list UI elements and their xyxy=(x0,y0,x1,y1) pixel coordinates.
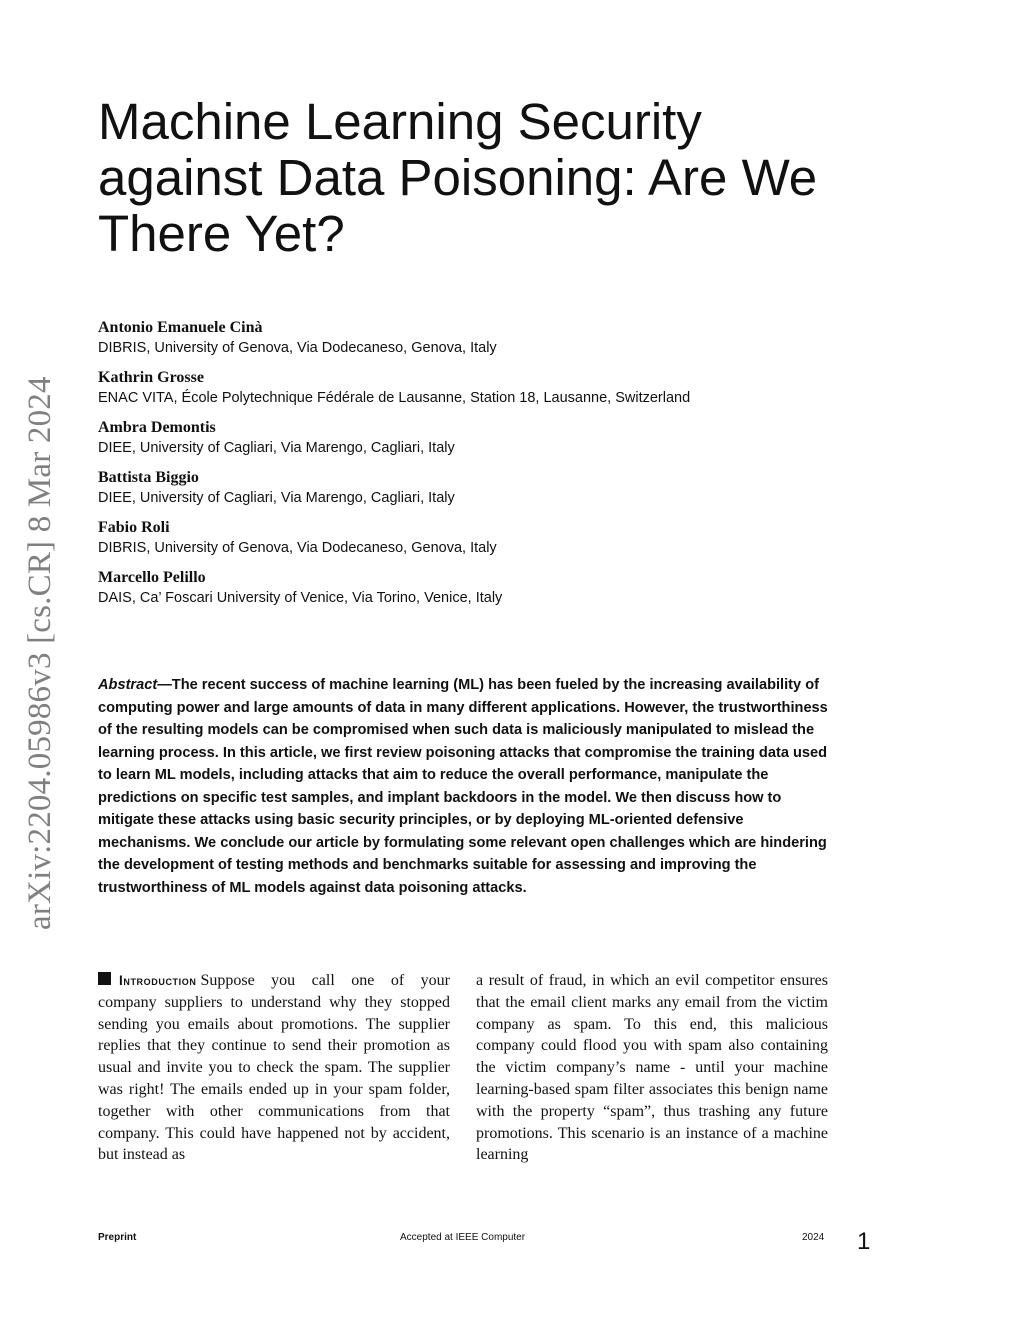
body-column-right xyxy=(476,970,828,1166)
page-number: 1 xyxy=(857,1228,871,1255)
author-affiliation: DIEE, University of Cagliari, Via Marengo, Cagliari, Italy xyxy=(98,490,455,506)
author-name: Antonio Emanuele Cinà xyxy=(98,319,263,336)
author-entry xyxy=(98,518,898,568)
footer-preprint-label: Preprint xyxy=(98,1232,137,1243)
author-name: Marcello Pelillo xyxy=(98,569,206,586)
section-marker-square xyxy=(98,972,111,985)
author-name: Battista Biggio xyxy=(98,469,199,486)
footer-year: 2024 xyxy=(802,1232,825,1243)
author-affiliation: ENAC VITA, École Polytechnique Fédérale de Lausanne, Station 18, Lausanne, Switzerland xyxy=(98,390,691,406)
author-entry xyxy=(98,568,898,618)
author-name: Ambra Demontis xyxy=(98,419,216,436)
author-entry xyxy=(98,468,898,518)
author-affiliation: DIBRIS, University of Genova, Via Dodecaneso, Genova, Italy xyxy=(98,340,497,356)
paper-title: Machine Learning Security against Data Poisoning: Are We There Yet? xyxy=(98,93,818,262)
author-name: Kathrin Grosse xyxy=(98,369,204,386)
section-heading: Introduction xyxy=(119,973,197,988)
footer-venue: Accepted at IEEE Computer xyxy=(400,1232,526,1243)
author-list xyxy=(98,318,898,618)
body-column-left xyxy=(98,970,450,1166)
body-text-left: Suppose you call one of your company suppliers to understand why they stopped sending you emails about promotions. The supplier replies that they continue to send their promotion as usual and invite you to check the spam. The supplier was right! The emails ended up in your spam folder, together with other communications from that company. This could have happened not by accident, but instead as xyxy=(98,972,450,1164)
author-name: Fabio Roli xyxy=(98,519,170,536)
author-entry xyxy=(98,418,898,468)
abstract-text: —The recent success of machine learning (ML) has been fueled by the increasing availability of computing power and large amounts of data in many different applications. However, the trustworthiness of the resulting models can be compromised when such data is maliciously manipulated to mislead the learning process. In this article, we first review poisoning attacks that compromise the training data used to learn ML models, including attacks that aim to reduce the overall performance, manipulate the predictions on specific test samples, and implant backdoors in the model. We then discuss how to mitigate these attacks using basic security principles, or by deploying ML-oriented defensive mechanisms. We conclude our article by formulating some relevant open challenges which are hindering the development of testing methods and benchmarks suitable for assessing and improving the trustworthiness of ML models against data poisoning attacks. xyxy=(98,677,828,896)
abstract xyxy=(98,674,830,899)
author-entry xyxy=(98,368,898,418)
author-affiliation: DIBRIS, University of Genova, Via Dodecaneso, Genova, Italy xyxy=(98,540,497,556)
author-affiliation: DAIS, Ca’ Foscari University of Venice, Via Torino, Venice, Italy xyxy=(98,590,503,606)
author-affiliation: DIEE, University of Cagliari, Via Marengo, Cagliari, Italy xyxy=(98,440,455,456)
abstract-label: Abstract xyxy=(98,677,158,693)
author-entry xyxy=(98,318,898,368)
body-text-right: a result of fraud, in which an evil competitor ensures that the email client marks any email from the victim company as spam. To this end, this malicious company could flood you with spam also containing the victim company’s name - until your machine learning-based spam filter associates this benign name with the property “spam”, thus trashing any future promotions. This scenario is an instance of a machine learning xyxy=(476,972,828,1164)
arxiv-identifier-stamp: arXiv:2204.05986v3 [cs.CR] 8 Mar 2024 xyxy=(22,376,58,930)
